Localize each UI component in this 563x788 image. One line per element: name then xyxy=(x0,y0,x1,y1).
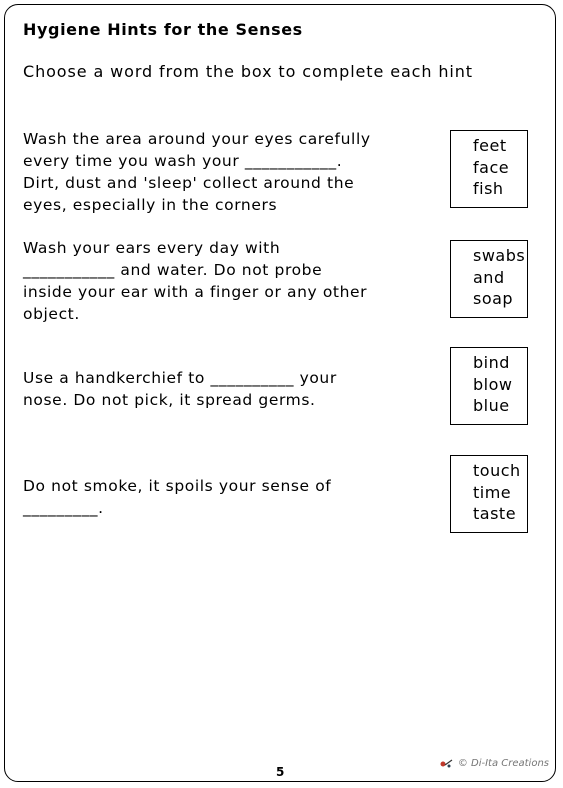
word-box-eyes xyxy=(450,130,528,208)
word-box-ears xyxy=(450,240,528,318)
word-option: blue xyxy=(473,396,510,415)
hint-line: object. xyxy=(23,305,80,323)
word-option: swabs xyxy=(473,246,526,265)
word-option: time xyxy=(473,482,512,502)
hint-line: Use a handkerchief to __________ your xyxy=(23,369,337,387)
word-option: blow xyxy=(473,374,513,394)
word-option: fish xyxy=(473,179,504,198)
footer-credit xyxy=(439,757,549,769)
hint-line: inside your ear with a finger or any other xyxy=(23,283,368,301)
word-box-nose xyxy=(450,347,528,425)
hint-line: Do not smoke, it spoils your sense of xyxy=(23,477,332,495)
hint-line: eyes, especially in the corners xyxy=(23,196,278,214)
word-option: bind xyxy=(473,353,510,372)
word-option: touch xyxy=(473,461,521,480)
word-option: face xyxy=(473,157,510,177)
hint-line: ___________ and water. Do not probe xyxy=(23,261,323,279)
word-option: feet xyxy=(473,136,507,155)
hint-ears xyxy=(23,237,413,325)
footer-text: © Di-Ita Creations xyxy=(457,757,549,769)
word-option: and xyxy=(473,267,505,287)
hint-eyes xyxy=(23,128,413,216)
page-number: 5 xyxy=(276,765,285,779)
word-option: soap xyxy=(473,289,514,308)
word-option: taste xyxy=(473,504,517,523)
hint-nose xyxy=(23,367,413,411)
hint-line: nose. Do not pick, it spread germs. xyxy=(23,391,316,409)
hint-line: Dirt, dust and 'sleep' collect around the xyxy=(23,174,355,192)
hint-line: _________. xyxy=(23,499,104,517)
hint-line: Wash the area around your eyes carefully xyxy=(23,130,371,148)
instruction-text: Choose a word from the box to complete each hint xyxy=(23,62,473,81)
hint-line: every time you wash your ___________. xyxy=(23,152,343,170)
word-box-smell xyxy=(450,455,528,533)
worksheet-title: Hygiene Hints for the Senses xyxy=(23,20,303,39)
hint-smell xyxy=(23,475,413,519)
logo-icon xyxy=(439,757,453,769)
hint-line: Wash your ears every day with xyxy=(23,239,281,257)
